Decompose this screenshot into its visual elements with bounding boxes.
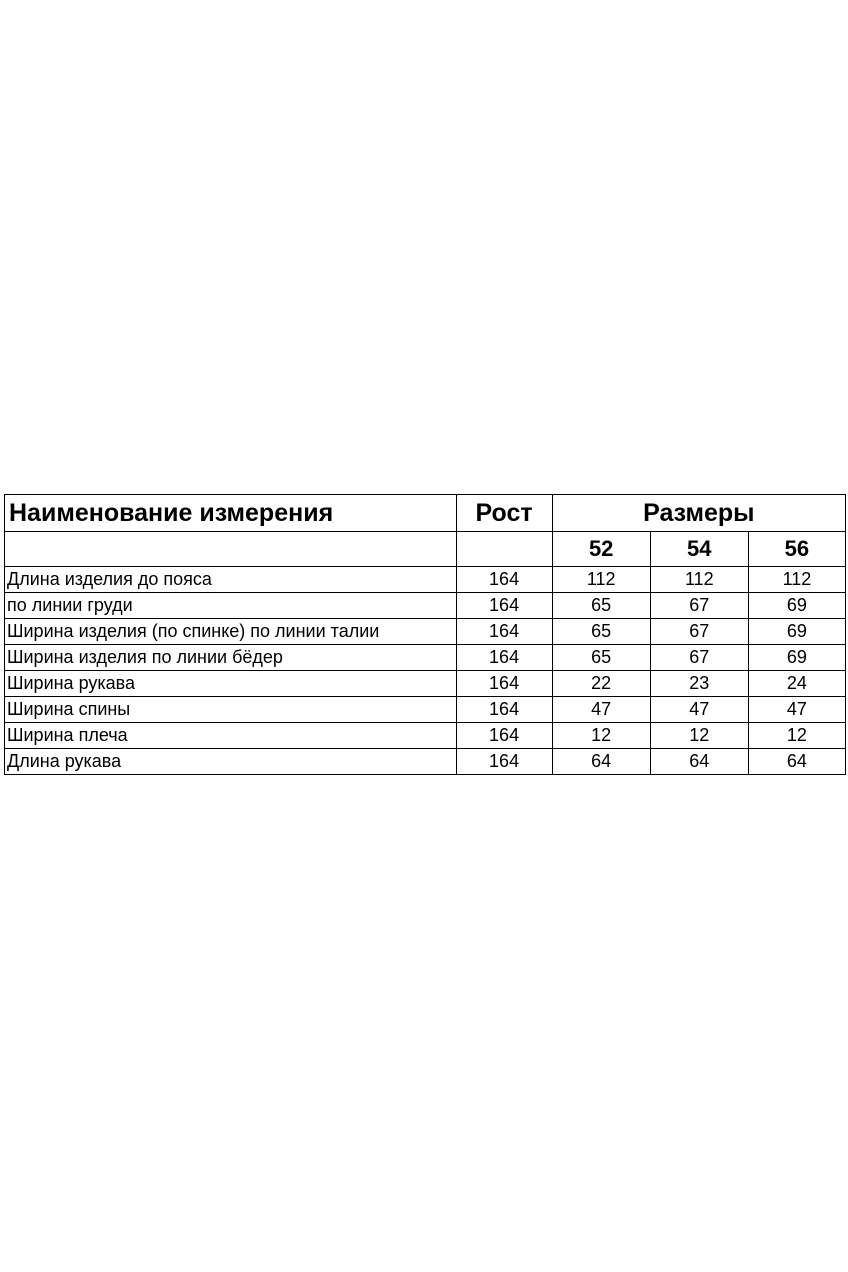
- size-value: 12: [748, 723, 845, 749]
- size-value: 47: [650, 697, 748, 723]
- size-52: 52: [552, 532, 650, 567]
- empty-cell: [456, 532, 552, 567]
- height-value: 164: [456, 671, 552, 697]
- size-value: 24: [748, 671, 845, 697]
- table-row: [5, 593, 846, 619]
- header-row: [5, 495, 846, 532]
- size-value: 112: [748, 567, 845, 593]
- table-row: [5, 619, 846, 645]
- table-row: [5, 723, 846, 749]
- size-value: 12: [650, 723, 748, 749]
- measurement-name: Ширина рукава: [5, 671, 457, 697]
- size-value: 65: [552, 645, 650, 671]
- size-value: 22: [552, 671, 650, 697]
- size-value: 47: [748, 697, 845, 723]
- measurement-name: по линии груди: [5, 593, 457, 619]
- header-sizes: Размеры: [552, 495, 845, 532]
- size-value: 67: [650, 645, 748, 671]
- height-value: 164: [456, 567, 552, 593]
- measurement-name: Длина изделия до пояса: [5, 567, 457, 593]
- height-value: 164: [456, 723, 552, 749]
- table-row: [5, 749, 846, 775]
- size-value: 12: [552, 723, 650, 749]
- size-value: 47: [552, 697, 650, 723]
- size-numbers-row: [5, 532, 846, 567]
- measurement-name: Ширина изделия по линии бёдер: [5, 645, 457, 671]
- size-54: 54: [650, 532, 748, 567]
- header-measurement-name: Наименование измерения: [5, 495, 457, 532]
- height-value: 164: [456, 645, 552, 671]
- table-row: [5, 645, 846, 671]
- height-value: 164: [456, 619, 552, 645]
- size-value: 64: [552, 749, 650, 775]
- size-value: 67: [650, 619, 748, 645]
- measurement-name: Ширина спины: [5, 697, 457, 723]
- size-value: 64: [748, 749, 845, 775]
- empty-cell: [5, 532, 457, 567]
- measurement-name: Ширина изделия (по спинке) по линии талии: [5, 619, 457, 645]
- size-value: 67: [650, 593, 748, 619]
- table-row: [5, 567, 846, 593]
- size-value: 64: [650, 749, 748, 775]
- size-chart-table: [4, 494, 846, 775]
- size-56: 56: [748, 532, 845, 567]
- table-row: [5, 697, 846, 723]
- header-height: Рост: [456, 495, 552, 532]
- size-value: 69: [748, 593, 845, 619]
- height-value: 164: [456, 749, 552, 775]
- height-value: 164: [456, 697, 552, 723]
- size-value: 69: [748, 619, 845, 645]
- height-value: 164: [456, 593, 552, 619]
- size-value: 65: [552, 593, 650, 619]
- size-value: 23: [650, 671, 748, 697]
- measurement-name: Длина рукава: [5, 749, 457, 775]
- size-value: 112: [552, 567, 650, 593]
- size-value: 69: [748, 645, 845, 671]
- size-value: 112: [650, 567, 748, 593]
- measurement-name: Ширина плеча: [5, 723, 457, 749]
- table-row: [5, 671, 846, 697]
- size-value: 65: [552, 619, 650, 645]
